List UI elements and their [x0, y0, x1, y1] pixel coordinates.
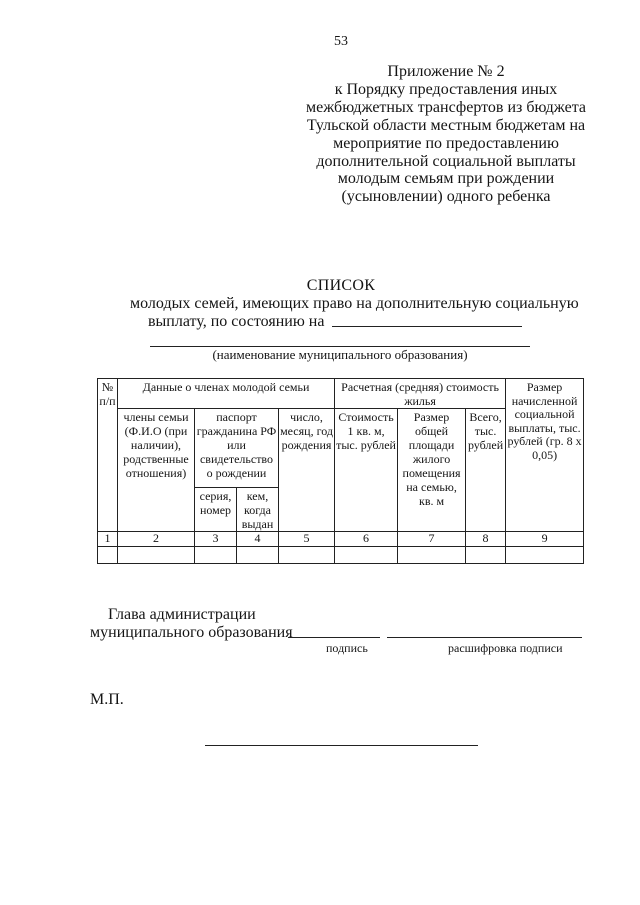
- column-number-row: [98, 532, 584, 547]
- empty-cell: [335, 547, 398, 564]
- signature-decode-blank-line: [387, 637, 582, 638]
- header-total: Всего, тыс. рублей: [466, 409, 506, 532]
- empty-cell: [398, 547, 466, 564]
- appendix-block: [300, 63, 592, 206]
- header-row-number: № п/п: [98, 379, 118, 532]
- column-number: 8: [466, 532, 506, 547]
- signature-caption: подпись: [326, 641, 368, 655]
- empty-cell: [506, 547, 584, 564]
- list-subtitle-line2: выплату, по состоянию на: [148, 313, 325, 330]
- empty-cell: [237, 547, 279, 564]
- empty-data-row: [98, 547, 584, 564]
- families-table: [97, 378, 584, 564]
- header-cost-per-sqm: Стоимость 1 кв. м, тыс. рублей: [335, 409, 398, 532]
- appendix-line: Тульской области местным бюджетам на: [306, 116, 586, 134]
- signature-decode-caption: расшифровка подписи: [448, 641, 563, 655]
- appendix-line: молодым семьям при рождении: [337, 170, 555, 188]
- empty-cell: [195, 547, 237, 564]
- column-number: 6: [335, 532, 398, 547]
- header-doc-issued: кем, когда выдан: [237, 488, 279, 532]
- column-number: 9: [506, 532, 584, 547]
- header-payment: Размер начисленной социальной выплаты, тыс. рублей (гр. 8 x 0,05): [506, 379, 584, 532]
- header-family-data: Данные о членах молодой семьи: [118, 379, 335, 409]
- stamp-placeholder: М.П.: [90, 691, 124, 708]
- header-members: члены семьи (Ф.И.О (при наличии), родственные отношения): [118, 409, 195, 532]
- empty-cell: [279, 547, 335, 564]
- appendix-line: межбюджетных трансфертов из бюджета: [305, 98, 587, 116]
- header-document: паспорт гражданина РФ или свидетельство о рождении: [195, 409, 279, 488]
- bottom-blank-line: [205, 745, 478, 746]
- header-birth-date: число, месяц, год рождения: [279, 409, 335, 532]
- page-number: 53: [334, 34, 348, 49]
- appendix-line: дополнительной социальной выплаты: [316, 152, 576, 170]
- appendix-line: к Порядку предоставления иных: [334, 80, 558, 98]
- column-number: 5: [279, 532, 335, 547]
- date-blank-line: [332, 326, 522, 327]
- empty-cell: [118, 547, 195, 564]
- header-doc-series: серия, номер: [195, 488, 237, 532]
- empty-cell: [466, 547, 506, 564]
- list-title: СПИСОК: [306, 277, 376, 294]
- header-area: Размер общей площади жилого помещения на семью, кв. м: [398, 409, 466, 532]
- appendix-line: (усыновлении) одного ребенка: [341, 188, 551, 206]
- list-subtitle-line1: молодых семей, имеющих право на дополнительную социальную: [130, 295, 579, 312]
- column-number: 2: [118, 532, 195, 547]
- column-number: 3: [195, 532, 237, 547]
- appendix-line: мероприятие по предоставлению: [333, 134, 559, 152]
- signatory-position-line1: Глава администрации: [108, 606, 256, 623]
- column-number: 1: [98, 532, 118, 547]
- column-number: 7: [398, 532, 466, 547]
- municipality-caption: (наименование муниципального образования): [212, 347, 468, 362]
- empty-cell: [98, 547, 118, 564]
- signature-blank-line: [288, 637, 380, 638]
- appendix-title: Приложение № 2: [387, 63, 505, 80]
- column-number: 4: [237, 532, 279, 547]
- header-housing-cost: Расчетная (средняя) стоимость жилья: [335, 379, 506, 409]
- signatory-position-line2: муниципального образования: [90, 624, 293, 641]
